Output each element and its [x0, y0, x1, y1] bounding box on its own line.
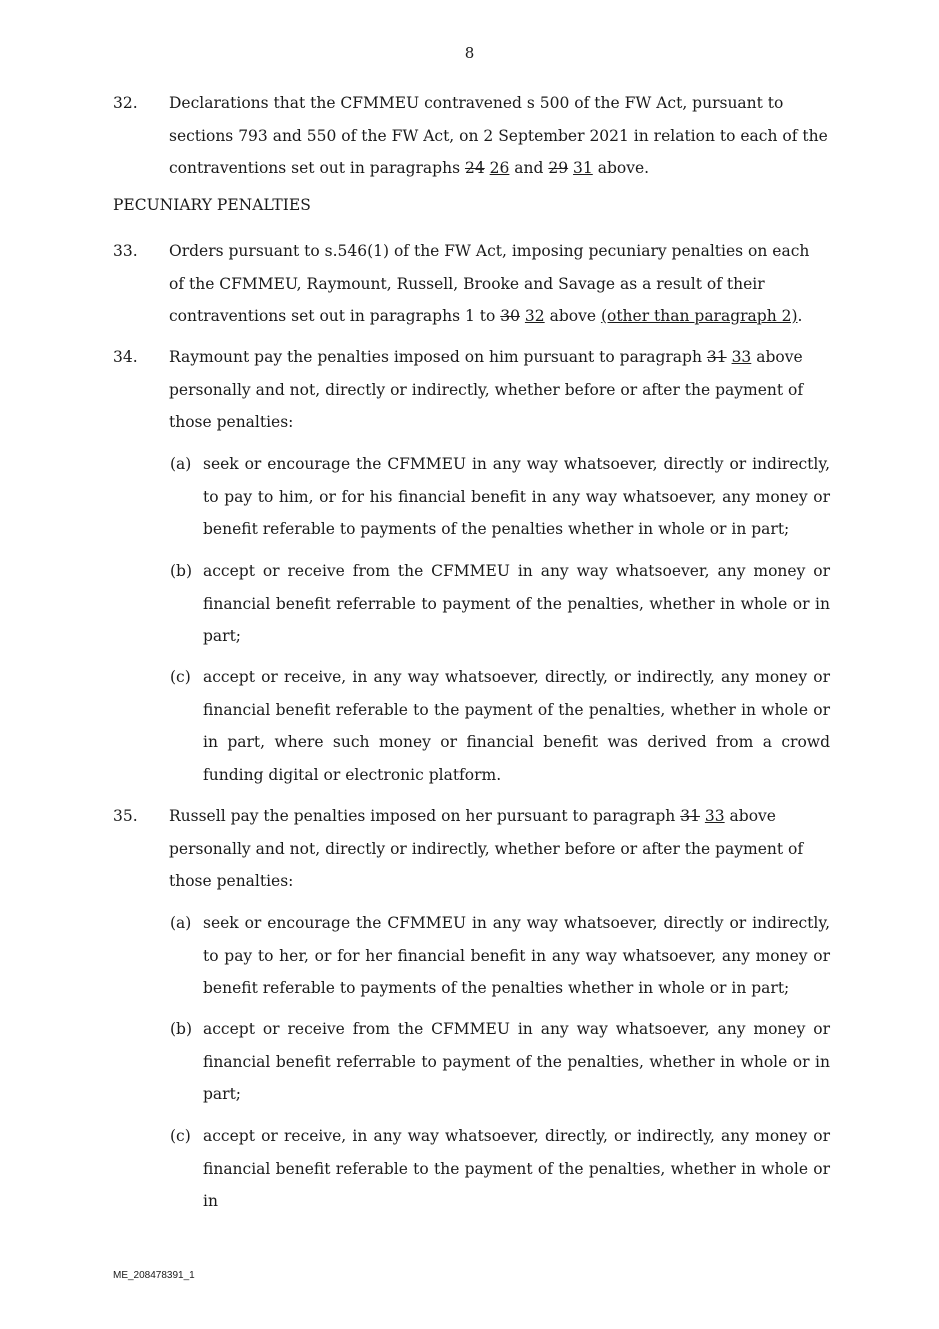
- subparagraph-34a: [170, 448, 830, 546]
- deleted-text: 31: [706, 348, 727, 366]
- subparagraph-text: accept or receive from the CFMMEU in any way whatsoever, any money or financial benefit referrable to payment of the penalties, whether in whole or in part;: [203, 1020, 830, 1103]
- subparagraph-label: (c): [170, 668, 191, 686]
- inserted-text: (other than paragraph 2): [600, 307, 798, 325]
- paragraph-number: 32.: [113, 94, 138, 112]
- subparagraph-label: (b): [170, 1020, 193, 1038]
- subparagraph-label: (b): [170, 562, 193, 580]
- page-number: 8: [464, 44, 475, 62]
- paragraph-35: [113, 800, 829, 898]
- subparagraph-label: (a): [170, 455, 192, 473]
- subparagraph-label: (c): [170, 1127, 191, 1145]
- subparagraph-34c: [170, 661, 830, 791]
- subparagraph-text: accept or receive from the CFMMEU in any way whatsoever, any money or financial benefit referrable to payment of the penalties, whether in whole or in part;: [203, 562, 830, 645]
- deleted-text: 31: [680, 807, 700, 825]
- paragraph-text: Russell pay the penalties imposed on her pursuant to paragraph 31 33 above personally and not, directly or indirectly, whether before or after the payment of those penalties:: [169, 807, 804, 890]
- paragraph-number: 35.: [113, 807, 138, 825]
- deleted-text: 24: [464, 159, 485, 177]
- section-heading: PECUNIARY PENALTIES: [113, 196, 311, 214]
- inserted-text: 31: [573, 159, 593, 177]
- inserted-text: 32: [524, 307, 545, 325]
- deleted-text: 30: [500, 307, 520, 325]
- paragraph-number: 33.: [113, 242, 138, 260]
- subparagraph-34b: [170, 555, 830, 653]
- document-reference: ME_208478391_1: [113, 1270, 195, 1281]
- paragraph-text: Raymount pay the penalties imposed on him pursuant to paragraph 31 33 above personally and not, directly or indirectly, whether before or after the payment of those penalties:: [169, 348, 804, 431]
- paragraph-text: Orders pursuant to s.546(1) of the FW Act, imposing pecuniary penalties on each of the CFMMEU, Raymount, Russell, Brooke and Savage as a result of their contraventions set out in paragraphs 1 to 30 32 above (other than paragraph 2).: [169, 242, 810, 325]
- inserted-text: 33: [704, 807, 725, 825]
- inserted-text: 26: [489, 159, 510, 177]
- subparagraph-35b: [170, 1013, 830, 1111]
- paragraph-text: Declarations that the CFMMEU contravened s 500 of the FW Act, pursuant to sections 793 and 550 of the FW Act, on 2 September 2021 in relation to each of the contraventions set out in paragraphs 24 26 and 29 31 above.: [169, 94, 828, 177]
- subparagraph-label: (a): [170, 914, 192, 932]
- paragraph-33: [113, 235, 829, 333]
- subparagraph-text: accept or receive, in any way whatsoever, directly, or indirectly, any money or financial benefit referable to the payment of the penalties, whether in whole or in: [203, 1127, 830, 1210]
- paragraph-34: [113, 341, 829, 439]
- subparagraph-text: seek or encourage the CFMMEU in any way whatsoever, directly or indirectly, to pay to him, or for his financial benefit in any way whatsoever, any money or benefit referable to payments of the penalties whether in whole or in part;: [203, 455, 830, 538]
- subparagraph-35a: [170, 907, 830, 1005]
- subparagraph-35c: [170, 1120, 830, 1218]
- subparagraph-text: seek or encourage the CFMMEU in any way whatsoever, directly or indirectly, to pay to her, or for her financial benefit in any way whatsoever, any money or benefit referable to payments of the penalties whether in whole or in part;: [203, 914, 830, 997]
- paragraph-32: [113, 87, 829, 185]
- deleted-text: 29: [548, 159, 569, 177]
- subparagraph-text: accept or receive, in any way whatsoever, directly, or indirectly, any money or financial benefit referable to the payment of the penalties, whether in whole or in part, where such money or financial benefit was derived from a crowd funding digital or electronic platform.: [203, 668, 830, 784]
- paragraph-number: 34.: [113, 348, 138, 366]
- inserted-text: 33: [731, 348, 752, 366]
